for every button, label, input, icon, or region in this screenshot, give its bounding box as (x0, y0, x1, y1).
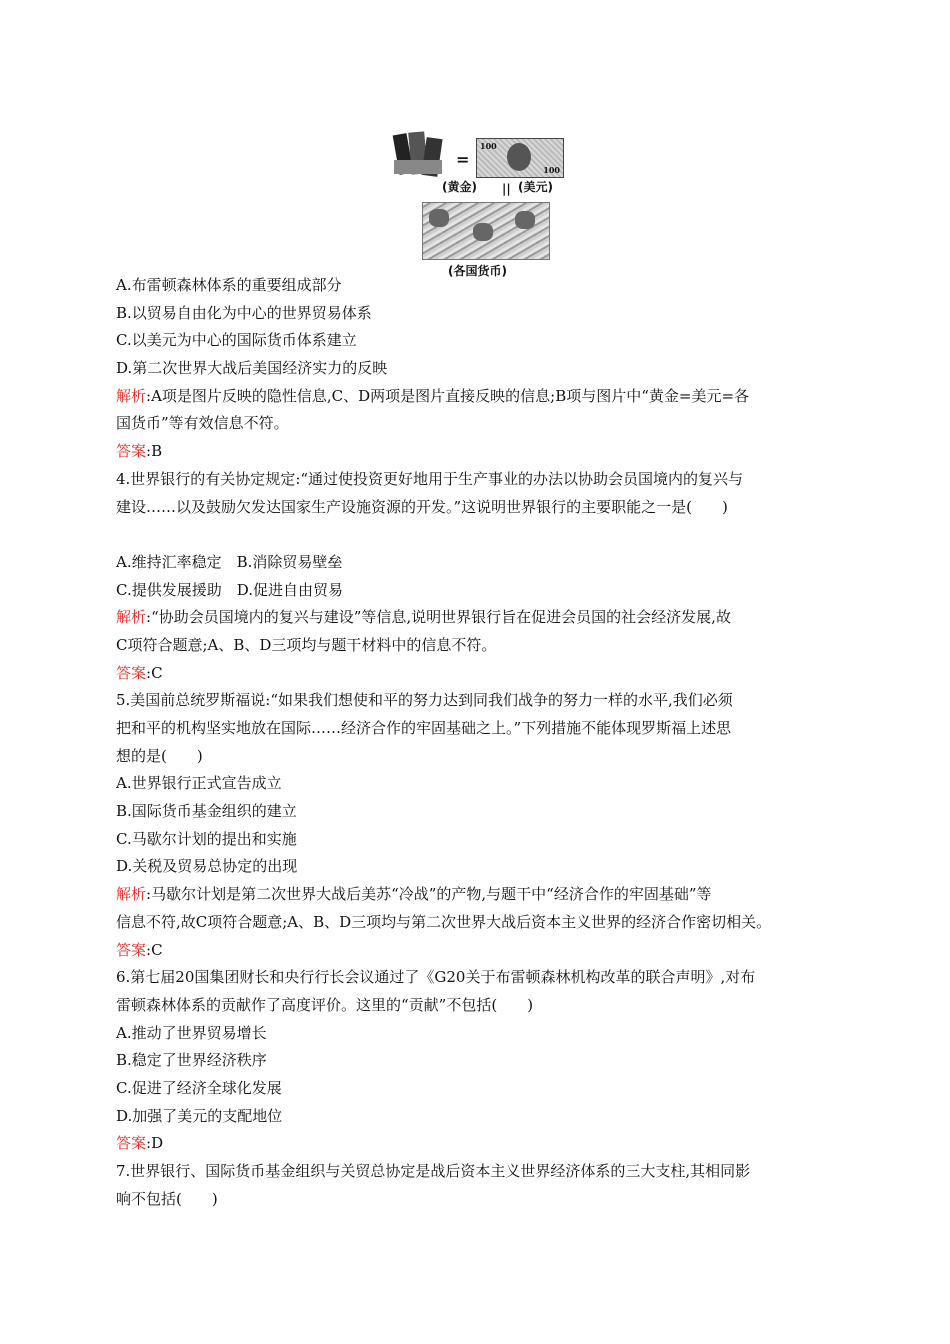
analysis-line: 解析:A项是图片反映的隐性信息,C、D两项是图片直接反映的信息;B项与图片中“黄金=美元=各 (116, 386, 750, 405)
answer-label: 答案 (116, 442, 147, 461)
option-d: D.加强了美元的支配地位 (116, 1106, 283, 1125)
answer-line: 答案:C (116, 940, 163, 959)
question-stem: 6.第七届20国集团财长和央行行长会议通过了《G20关于布雷顿森林机构改革的联合声明》,对布 (116, 968, 756, 987)
analysis-line: 解析:马歇尔计划是第二次世界大战后美苏“冷战”的产物,与题干中“经济合作的牢固基础”等 (116, 885, 712, 904)
question-3-block (116, 272, 936, 466)
options-row: C.提供发展援助 D.促进自由贸易 (116, 580, 343, 599)
options-row: A.维持汇率稳定 B.消除贸易壁垒 (116, 552, 343, 571)
question-6-block (116, 964, 936, 1158)
answer-line: 答案:C (116, 663, 163, 682)
analysis-line: 国货币”等有效信息不符。 (116, 414, 289, 433)
dollar-label: (美元) (518, 180, 553, 194)
question-stem: 7.世界银行、国际货币基金组织与关贸总协定是战后资本主义世界经济体系的三大支柱,其相同影 (116, 1162, 751, 1180)
question-stem: 把和平的机构坚实地放在国际……经济合作的牢固基础之上。”下列措施不能体现罗斯福上述思 (116, 719, 732, 737)
option-b: B.稳定了世界经济秩序 (116, 1051, 267, 1070)
question-document (116, 272, 936, 1213)
answer-label: 答案 (116, 1134, 147, 1153)
option-d: D.关税及贸易总协定的出现 (116, 857, 298, 876)
question-4-block (116, 466, 936, 688)
option-d: D.第二次世界大战后美国经济实力的反映 (116, 359, 388, 378)
parallel-sign: || (502, 182, 511, 196)
answer-line: 答案:D (116, 1134, 164, 1153)
option-b: B.以贸易自由化为中心的世界贸易体系 (116, 303, 372, 322)
question-stem: 4.世界银行的有关协定规定:“通过使投资更好地用于生产事业的办法以协助会员国境内的复兴与 (116, 469, 744, 488)
question-stem: 雷顿森林体系的贡献作了高度评价。这里的“贡献”不包括( ) (116, 995, 534, 1014)
option-a: A.世界银行正式宣告成立 (116, 774, 282, 793)
question-stem: 5.美国前总统罗斯福说:“如果我们想使和平的努力达到同我们战争的努力一样的水平,我们必须 (116, 691, 733, 710)
gold-label: (黄金) (442, 180, 477, 194)
us-dollar-bill-image: 100 100 (476, 138, 564, 178)
analysis-line: C项符合题意;A、B、D三项均与题干材料中的信息不符。 (116, 635, 497, 654)
currencies-label: (各国货币) (448, 264, 507, 278)
option-c: C.以美元为中心的国际货币体系建立 (116, 331, 357, 350)
option-c: C.马歇尔计划的提出和实施 (116, 829, 297, 848)
option-a: A.推动了世界贸易增长 (116, 1023, 267, 1042)
option-a: A.布雷顿森林体系的重要组成部分 (116, 276, 342, 294)
analysis-line: 解析:“协助会员国境内的复兴与建设”等信息,说明世界银行旨在促进会员国的社会经济发展,故 (116, 608, 731, 627)
currency-system-figure (384, 124, 568, 280)
option-b: B.国际货币基金组织的建立 (116, 802, 297, 821)
answer-line: 答案:B (116, 442, 163, 461)
question-5-block (116, 687, 936, 964)
question-7-block (116, 1158, 936, 1213)
answer-label: 答案 (116, 663, 147, 682)
option-c: C.促进了经济全球化发展 (116, 1078, 282, 1097)
answer-label: 答案 (116, 940, 147, 959)
analysis-label: 解析 (116, 386, 147, 405)
analysis-label: 解析 (116, 885, 147, 904)
analysis-label: 解析 (116, 608, 147, 627)
gold-bars-image (388, 130, 446, 180)
analysis-line: 信息不符,故C项符合题意;A、B、D三项均与第二次世界大战后资本主义世界的经济合作密切相关。 (116, 912, 772, 931)
question-stem: 想的是( ) (116, 746, 203, 765)
question-stem: 响不包括( ) (116, 1189, 218, 1208)
question-stem: 建设……以及鼓励欠发达国家生产设施资源的开发。”这说明世界银行的主要职能之一是( ) (116, 497, 728, 516)
equals-sign: = (456, 150, 470, 169)
national-currencies-image (422, 202, 550, 260)
